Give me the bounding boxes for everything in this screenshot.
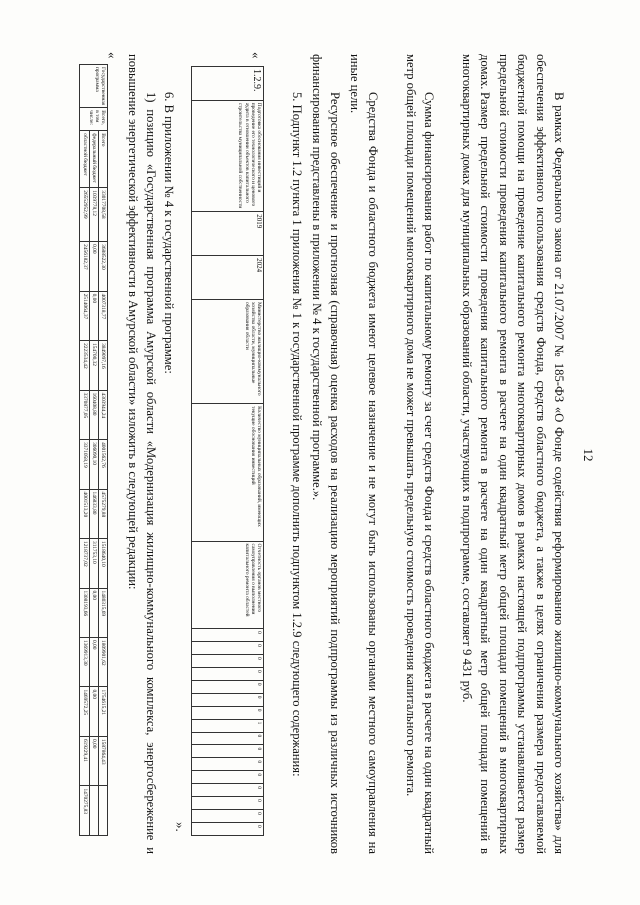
value-cell — [98, 786, 107, 836]
value-cell: 33017708,58 — [98, 188, 107, 242]
year-to: 2024 — [192, 256, 264, 300]
paragraph-4: Средства Фонда и областного бюджета имеют целевое назначение и не могут быть использованы органами местного самоуправления на иные цели. — [347, 54, 380, 854]
value-cell: 3688522,30 — [98, 242, 107, 291]
expected-result: Количество муниципальных образований, имеющих текущие обоснования инвестиций — [192, 404, 264, 541]
value-cell: 0 — [192, 655, 264, 668]
measure-name: Подготовка обоснования инвестиций и проведение его технологического и ценового аудита в отношении объектов капитального строительства муниципальной собственности — [192, 100, 264, 211]
value-cell: 3849097,16 — [98, 341, 107, 390]
value-cell: 0 — [192, 629, 264, 642]
value-cell: 0,00 — [89, 291, 98, 340]
row-number: 1.2.9. — [192, 67, 264, 101]
value-cell: 0 — [192, 797, 264, 810]
value-cell: 2223534,42 — [80, 341, 89, 390]
value-cell: 160408,80 — [89, 390, 98, 439]
value-cell: 0 — [192, 706, 264, 719]
value-cell: 1469572,25 — [80, 687, 89, 736]
value-cell: 1039778,12 — [89, 188, 98, 242]
value-cell: 1587864,43 — [98, 736, 107, 785]
value-cell: 0,00 — [89, 588, 98, 637]
row-label: областной бюджет — [80, 131, 89, 188]
value-cell: 1480315,69 — [98, 588, 107, 637]
value-cell: 619229,41 — [80, 736, 89, 785]
executor: Министерство жилищно-коммунального хозяйства области, муниципальные образования области — [192, 299, 264, 403]
paragraph-2: Размер предельной стоимости проведения капитального ремонта в расчете на один квадратный метр общей площади помещений в многоквартирных домах для муниципальных образований области, участвующих в подпрограмме, составляет 9 431 руб. — [459, 54, 492, 854]
section6-title: 6. В приложении № 4 к государственной программе: — [162, 92, 176, 374]
value-cell: 0 — [192, 758, 264, 771]
value-cell: 0,00 — [89, 242, 98, 291]
value-cell: 1308193,66 — [80, 588, 89, 637]
value-cell: 0 — [192, 784, 264, 797]
value-cell: 1754615,21 — [98, 687, 107, 736]
value-cell: 146833,80 — [89, 489, 98, 538]
value-cell: 0 — [192, 642, 264, 655]
finance-table — [79, 64, 108, 836]
value-cell: 1809901,62 — [98, 638, 107, 687]
finance-row-regional — [80, 65, 89, 836]
value-cell: 1470275,83 — [80, 786, 89, 836]
finance-open-quote: « — [105, 52, 120, 59]
value-cell: 0,00 — [89, 638, 98, 687]
value-cell: 0,00 — [89, 687, 98, 736]
value-cell: 1 — [192, 719, 264, 732]
insert-open-quote: « — [249, 52, 264, 59]
value-cell: 3370877,05 — [80, 390, 89, 439]
year-from: 2019 — [192, 212, 264, 256]
section6-item1: 1) позицию «Государственная программа Амурской области «Модернизация жилищно-коммунального комплекса, энергосбережение и повышение энергетической эффективности в Амурской области» изложить в следующей редакции: — [125, 54, 158, 854]
total-cell: Всего, в том числе: — [80, 108, 108, 131]
insert-table — [191, 66, 264, 836]
value-cell: 1369913,30 — [80, 638, 89, 687]
rotated-content — [58, 50, 598, 860]
value-cell: 4001562,76 — [98, 440, 107, 489]
paragraph-1: В рамках Федерального закона от 21.07.2007 № 185-ФЗ «О Фонде содействия реформированию жилищно-коммунального хозяйства» для обеспечения эффективного использования средств Фонда, средств областного бюджета, а также в целях ограничения размера предоставляемой бюджетной помощи на проведение капитального ремонта многоквартирных домов в рамках настоящей подпрограммы устанавливается размер предельной стоимости проведения капитального ремонта в расчете на один квадратный метр общей площади помещений в многоквартирных домах. — [478, 54, 566, 854]
value-cell: 154700,32 — [89, 341, 98, 390]
value-cell: 4001513,20 — [80, 489, 89, 538]
value-cell: 2456182,37 — [80, 242, 89, 291]
value-cell: 0,00 — [89, 736, 98, 785]
value-cell: 311753,10 — [89, 539, 98, 588]
value-cell: 4007318,77 — [98, 291, 107, 340]
value-cell: 0 — [192, 823, 264, 836]
value-cell: 0 — [192, 745, 264, 758]
value-cell: 0 — [192, 693, 264, 706]
value-cell: 1518640,10 — [98, 539, 107, 588]
row-label: федеральный бюджет — [89, 131, 98, 188]
paragraph-5: Ресурсное обеспечение и прогнозная (справочная) оценка расходов на реализацию мероприятий подпрограммы из различных источников финансирования представлены в приложении № 4 к государственной программе.». — [309, 54, 342, 854]
program-cell: Государственная программа — [80, 65, 108, 108]
value-cell: 0 — [192, 680, 264, 693]
value-cell: 0 — [192, 810, 264, 823]
value-cell: 0 — [192, 732, 264, 745]
paragraph-6: 5. Подпункт 1.2 пункта 1 приложения № 1 к государственной программе дополнить подпунктом 1.2.9 следующего содержания: — [290, 92, 304, 777]
value-cell: 1218737,02 — [80, 539, 89, 588]
value-cell: 4303944,24 — [98, 390, 107, 439]
value-cell: 4575279,88 — [98, 489, 107, 538]
finance-row-total — [98, 65, 107, 836]
value-cell: 3371058,19 — [80, 440, 89, 489]
insert-close-quote: ». — [173, 822, 188, 832]
page-number: 12 — [581, 448, 596, 462]
value-cell: 0 — [192, 771, 264, 784]
finance-row-federal — [89, 65, 98, 836]
value-cell: 0 — [192, 667, 264, 680]
value-cell: 306090,10 — [89, 440, 98, 489]
paragraph-3: Сумма финансирования работ по капитальному ремонту за счет средств Фонда и средств областного бюджета в расчете на один квадратный метр общей площади помещений многоквартирного дома не может превышать предельную стоимость проведения капитального ремонта. — [403, 54, 436, 854]
insert-table-row — [192, 67, 264, 836]
row-label: Всего — [98, 131, 107, 188]
value-cell — [89, 786, 98, 836]
indicator: Отчетность органов местного самоуправления о выполнении капитального ремонта областей — [192, 541, 264, 629]
value-cell: 26552952,99 — [80, 188, 89, 242]
value-cell: 2514064,37 — [80, 291, 89, 340]
